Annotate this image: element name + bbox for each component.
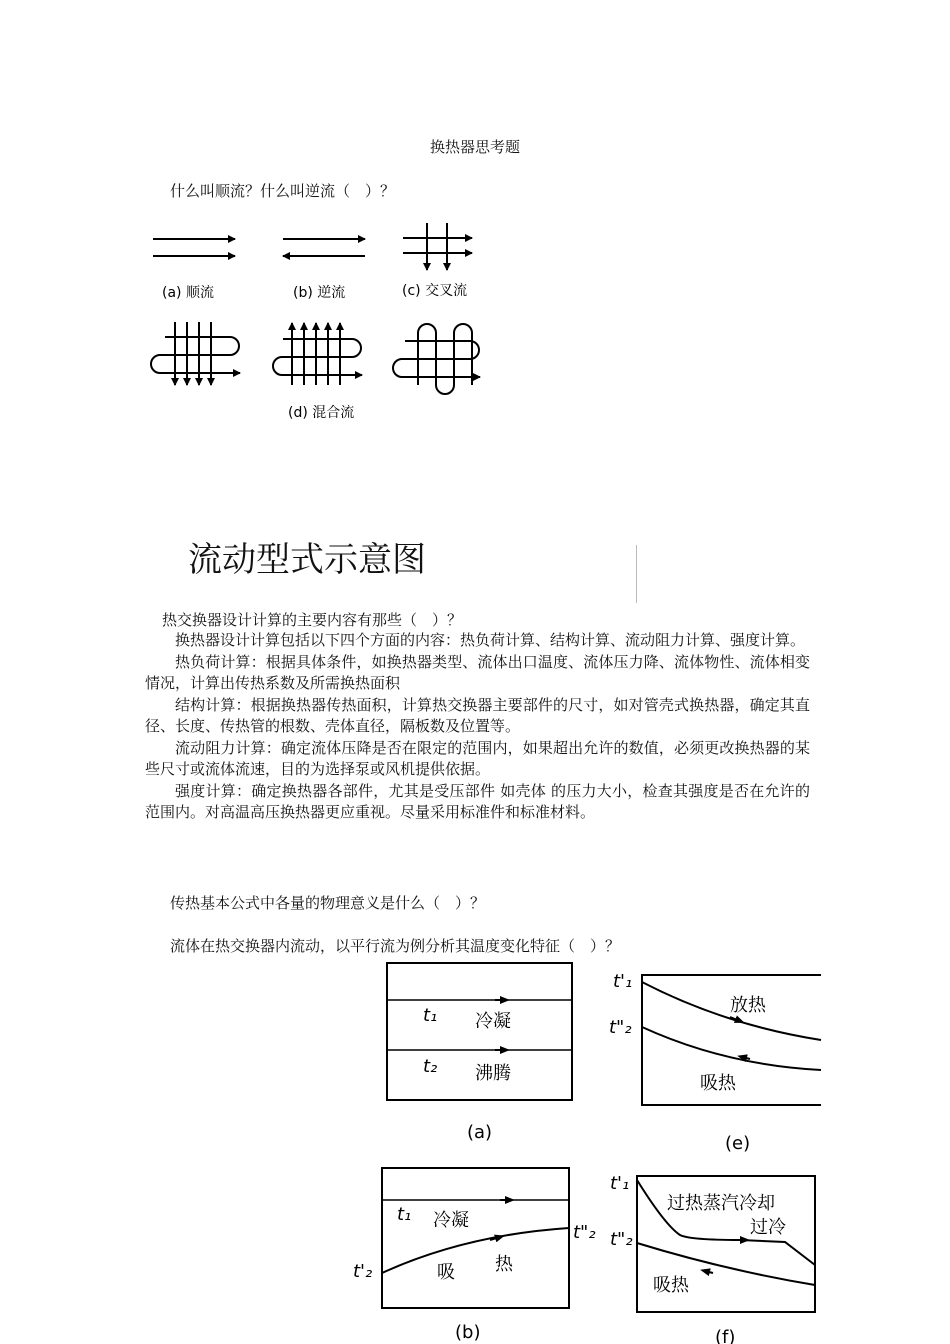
flow-type-diagram bbox=[140, 215, 500, 430]
paragraph-structure: 结构计算：根据换热器传热面积，计算热交换器主要部件的尺寸，如对管壳式换热器，确定其直径、长度、传热管的根数、壳体直径，隔板数及位置等。 bbox=[145, 695, 810, 735]
design-calc-text bbox=[145, 630, 810, 824]
diagram-a-top: 冷凝 bbox=[475, 1011, 511, 1032]
diagram-b-caption: (b) bbox=[455, 1322, 481, 1343]
co-current-flow-icon bbox=[153, 239, 235, 256]
cross-flow-icon bbox=[403, 223, 472, 270]
diagram-b-t2out: t"₂ bbox=[573, 1222, 596, 1243]
paragraph-overview: 换热器设计计算包括以下四个方面的内容：热负荷计算、结构计算、流动阻力计算、强度计算。 bbox=[175, 631, 806, 649]
diagram-f-bottom: 吸热 bbox=[653, 1275, 689, 1296]
question-1: 什么叫顺流？什么叫逆流（ ）？ bbox=[170, 182, 396, 200]
label-mixed-flow: (d) 混合流 bbox=[288, 405, 355, 421]
diagram-a-caption: (a) bbox=[467, 1122, 493, 1143]
mixed-flow-icon-3 bbox=[393, 324, 480, 394]
mixed-flow-icon-2 bbox=[273, 323, 362, 385]
temperature-profile-diagrams bbox=[345, 955, 825, 1344]
label-co-current: (a) 顺流 bbox=[162, 285, 214, 301]
diagram-f-mid: 过冷 bbox=[750, 1217, 786, 1238]
divider-line bbox=[636, 545, 637, 603]
label-cross-flow: (c) 交叉流 bbox=[402, 283, 468, 299]
diagram-a-t2: t₂ bbox=[423, 1056, 438, 1077]
diagram-e-caption: (e) bbox=[725, 1133, 751, 1154]
diagram-e-t1: t'₁ bbox=[613, 971, 633, 992]
diagram-f-t2: t"₂ bbox=[610, 1229, 633, 1250]
diagram-a-t1: t₁ bbox=[423, 1005, 438, 1026]
big-heading: 流动型式示意图 bbox=[188, 540, 426, 580]
diagram-b-t2in: t'₂ bbox=[353, 1261, 373, 1282]
diagram-b-bottom1: 吸 bbox=[437, 1262, 455, 1283]
diagram-f-t1: t'₁ bbox=[610, 1173, 630, 1194]
diagram-b-top: 冷凝 bbox=[433, 1210, 469, 1231]
diagram-e-top: 放热 bbox=[730, 995, 766, 1016]
diagram-e-bottom: 吸热 bbox=[700, 1073, 736, 1094]
document-title: 换热器思考题 bbox=[429, 138, 520, 156]
diagram-b-bottom2: 热 bbox=[495, 1254, 513, 1275]
question-3: 传热基本公式中各量的物理意义是什么（ ）？ bbox=[170, 894, 486, 912]
paragraph-heat-load: 热负荷计算：根据具体条件，如换热器类型、流体出口温度、流体压力降、流体物性、流体相变情况，计算出传热系数及所需换热面积 bbox=[145, 652, 810, 692]
paragraph-flow-resistance: 流动阻力计算：确定流体压降是否在限定的范围内，如果超出允许的数值，必须更改换热器的某些尺寸或流体流速，目的为选择泵或风机提供依据。 bbox=[145, 738, 810, 778]
question-4: 流体在热交换器内流动，以平行流为例分析其温度变化特征（ ）？ bbox=[170, 937, 621, 955]
diagram-f-caption: (f) bbox=[715, 1327, 736, 1344]
diagram-e-t2: t"₂ bbox=[609, 1017, 632, 1038]
counter-current-flow-icon bbox=[283, 239, 365, 256]
question-2: 热交换器设计计算的主要内容有那些（ ）？ bbox=[162, 611, 463, 629]
label-counter-current: (b) 逆流 bbox=[293, 285, 346, 301]
mixed-flow-icon-1 bbox=[151, 322, 240, 385]
diagram-b-t1: t₁ bbox=[397, 1204, 412, 1225]
diagram-f-top: 过热蒸汽冷却 bbox=[667, 1193, 775, 1214]
diagram-a-bottom: 沸腾 bbox=[475, 1063, 511, 1084]
diagram-b bbox=[382, 1168, 569, 1308]
paragraph-strength: 强度计算：确定换热器各部件，尤其是受压部件 如壳体 的压力大小，检查其强度是否在允许的范围内。对高温高压换热器更应重视。尽量采用标准件和标准材料。 bbox=[145, 781, 810, 821]
